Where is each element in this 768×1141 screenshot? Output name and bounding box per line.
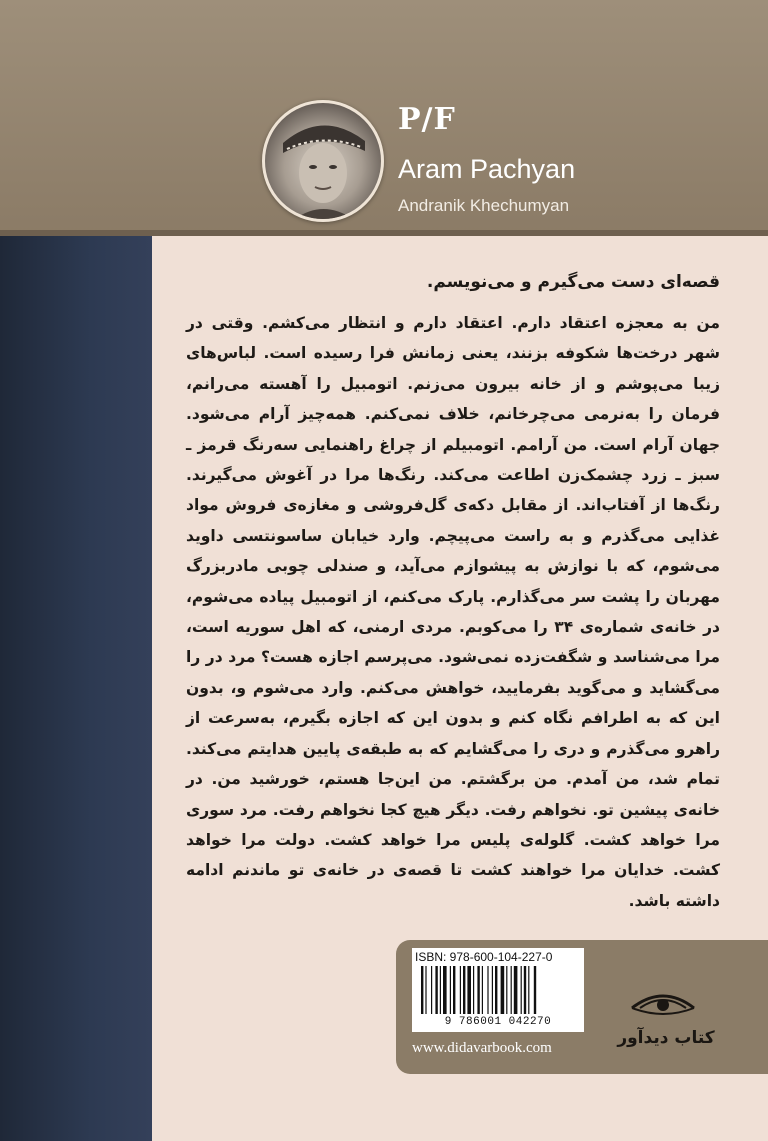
barcode-bars [420,966,572,1014]
translator-name: Andranik Khechumyan [398,196,570,215]
isbn-text: ISBN: 978-600-104-227-0 [415,950,553,964]
eye-logo-icon [628,988,698,1018]
blurb-text: من به معجزه اعتقاد دارم. اعتقاد دارم و انتظار می‌کشم. وقتی در شهر درخت‌ها شکوفه بزنند، یعنی زمانش فرا رسیده است. لباس‌های زیبا می‌پوشم و از خانه بیرون می‌زنم. اتومبیل را آهسته می‌رانم، فرمان را به‌نرمی می‌چرخانم، خلاف نمی‌کنم. همه‌چیز آرام می‌شود. جهان آرام است. من آرامم. اتومبیلم از چراغ راهنمایی سه‌رنگ قرمز ـ سبز ـ زرد چشمک‌زن اطاعت می‌کند. رنگ‌ها مرا در آغوش می‌گیرند. رنگ‌ها از آفتاب‌اند. از مقابل دکه‌ی گل‌فروشی و مغازه‌ی فروش مواد غذایی می‌گذرم و به راست می‌پیچم. وارد خیابان ساسونتسی داوید می‌شوم، که با نوازش به پیشوازم می‌آید، و صندلی چوبی مادربزرگ مهربان را پشت سر می‌گذارم. پارک می‌کنم، از اتومبیل پیاده می‌شوم، در خانه‌ی شماره‌ی ۳۴ را می‌کوبم. مردی ارمنی، که اهل سوریه است، مرا می‌شناسد و شگفت‌زده نمی‌شود. می‌پرسم اجازه هست؟ مرد در را می‌گشاید و می‌گوید بفرمایید، خواهش می‌کنم. وارد می‌شوم و، بدون این که به اطرافم نگاه کنم و بدون این که اجازه بگیرم، به‌سرعت از راهرو می‌گذرم و دری را می‌گشایم که به طبقه‌ی پایین هدایتم می‌کند. تمام شد، من آمدم. من برگشتم. من این‌جا هستم، خورشید من. در خانه‌ی پیشین تو. نخواهم رفت. دیگر هیچ کجا نخواهم رفت. مرد سوری مرا خواهد کشت. گلوله‌ی پلیس مرا خواهد کشت. دولت مرا خواهد کشت. خدایان مرا خواهند کشت تا قصه‌ی در خانه‌ی تو ماندنم ادامه داشته باشد. [186,314,720,910]
top-band [0,0,768,236]
book-title: P/F [398,102,456,137]
publisher-website: www.didavarbook.com [412,1040,552,1056]
intro-line: قصه‌ای دست می‌گیرم و می‌نویسم. [426,272,720,292]
barcode-digits: 9 786001 042270 [444,1016,552,1028]
portrait-icon [265,103,381,219]
left-color-panel [0,236,152,1141]
author-photo [262,100,384,222]
author-name: Aram Pachyan [398,154,576,184]
publisher-name: کتاب دیدآور [617,1028,715,1048]
